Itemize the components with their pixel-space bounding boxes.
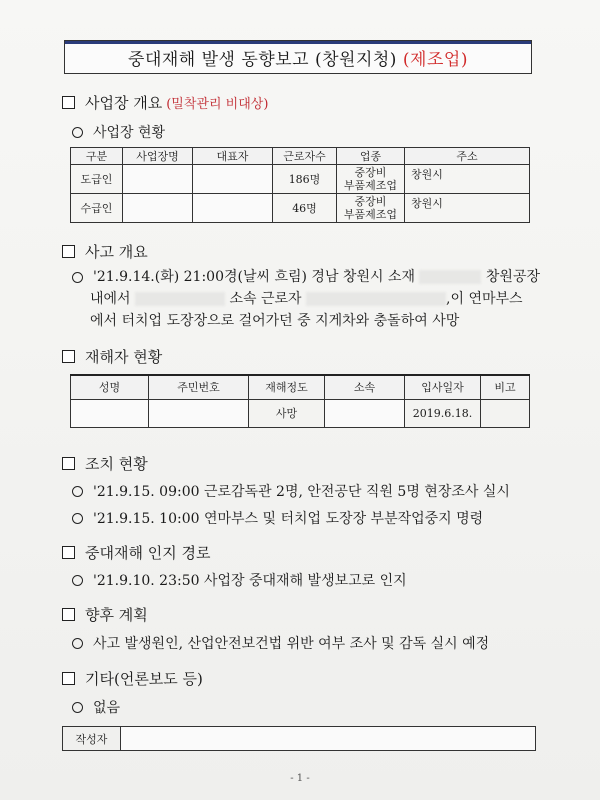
section-heading: 재해자 현황 xyxy=(85,348,163,366)
circle-bullet-icon xyxy=(72,638,83,649)
table-row xyxy=(71,194,530,223)
section-heading: 중대재해 인지 경로 xyxy=(85,544,211,562)
text-segment: 내에서 xyxy=(90,291,131,307)
cell-type: 도급인 xyxy=(71,165,123,194)
col-header: 사업장명 xyxy=(123,148,193,165)
section-others xyxy=(62,668,203,689)
redacted-block xyxy=(306,292,446,306)
victim-table xyxy=(70,374,530,428)
cell-workers: 186명 xyxy=(273,165,337,194)
circle-bullet-icon xyxy=(72,127,83,138)
col-header: 입사일자 xyxy=(405,375,481,399)
table-row xyxy=(63,727,536,751)
circle-bullet-icon xyxy=(72,272,83,283)
cell-redacted xyxy=(193,165,273,194)
col-header: 근로자수 xyxy=(273,148,337,165)
others-item xyxy=(72,697,120,717)
item-text: '21.9.15. 09:00 근로감독관 2명, 안전공단 직원 5명 현장조사 실시 xyxy=(93,484,510,500)
square-bullet-icon xyxy=(62,245,75,258)
cell-redacted xyxy=(325,399,405,427)
report-title xyxy=(64,40,532,74)
item-text: '21.9.10. 23:50 사업장 중대재해 발생보고로 인지 xyxy=(93,573,407,589)
section-future-plan xyxy=(62,604,148,625)
section-accident-overview xyxy=(62,241,148,262)
section-recognition xyxy=(62,542,210,563)
workplace-table xyxy=(70,147,530,223)
table-header-row xyxy=(71,148,530,165)
cell-hire-date: 2019.6.18. xyxy=(405,399,481,427)
para-line xyxy=(72,288,540,310)
cell-redacted xyxy=(71,399,149,427)
square-bullet-icon xyxy=(62,608,75,621)
page-number: - 1 - xyxy=(290,773,310,784)
cell-workers: 46명 xyxy=(273,194,337,223)
circle-bullet-icon xyxy=(72,486,83,497)
square-bullet-icon xyxy=(62,96,75,109)
plan-item xyxy=(72,633,489,653)
item-text: '21.9.15. 10:00 연마부스 및 터치업 도장장 부분작업중지 명령 xyxy=(93,511,484,527)
col-header: 구분 xyxy=(71,148,123,165)
item-text: 없음 xyxy=(93,700,121,716)
section-actions xyxy=(62,453,148,474)
col-header: 비고 xyxy=(481,375,530,399)
industry-line: 중장비 xyxy=(354,195,387,208)
square-bullet-icon xyxy=(62,457,75,470)
redacted-block xyxy=(419,270,481,284)
industry-line: 중장비 xyxy=(354,166,387,179)
text-segment: ,이 연마부스 xyxy=(446,291,523,307)
cell-industry xyxy=(337,194,405,223)
col-header: 업종 xyxy=(337,148,405,165)
redacted-block xyxy=(135,292,225,306)
industry-line: 부품제조업 xyxy=(343,208,398,221)
table-row xyxy=(71,165,530,194)
section-heading: 사업장 개요 xyxy=(85,94,163,112)
col-header: 재해정도 xyxy=(249,375,325,399)
square-bullet-icon xyxy=(62,546,75,559)
author-table xyxy=(62,726,536,751)
accident-description xyxy=(72,266,540,332)
col-header: 주소 xyxy=(405,148,530,165)
col-header: 대표자 xyxy=(193,148,273,165)
col-header: 성명 xyxy=(71,375,149,399)
col-header: 주민번호 xyxy=(149,375,249,399)
col-header: 소속 xyxy=(325,375,405,399)
section-heading: 향후 계획 xyxy=(85,606,148,624)
cell-type: 수급인 xyxy=(71,194,123,223)
text-segment: '21.9.14.(화) 21:00경(날씨 흐림) 경남 창원시 소재 xyxy=(93,269,415,285)
management-note: (밀착관리 비대상) xyxy=(166,97,269,112)
cell-redacted xyxy=(149,399,249,427)
cell-degree: 사망 xyxy=(249,399,325,427)
action-item xyxy=(72,481,510,501)
para-line xyxy=(72,266,540,288)
cell-redacted xyxy=(123,165,193,194)
text-segment: 소속 근로자 xyxy=(229,291,302,307)
circle-bullet-icon xyxy=(72,575,83,586)
industry-line: 부품제조업 xyxy=(343,179,398,192)
square-bullet-icon xyxy=(62,672,75,685)
section-heading: 기타(언론보도 등) xyxy=(85,670,203,688)
table-row xyxy=(71,399,530,427)
section-workplace-overview xyxy=(62,92,268,113)
author-redacted xyxy=(121,727,536,751)
item-text: 사고 발생원인, 산업안전보건법 위반 여부 조사 및 감독 실시 예정 xyxy=(93,636,490,652)
para-line: 에서 터치업 도장장으로 걸어가던 중 지게차와 충돌하여 사망 xyxy=(90,313,460,329)
title-industry: (제조업) xyxy=(402,49,468,70)
text-segment: 창원공장 xyxy=(485,269,541,285)
title-main: 중대재해 발생 동향보고 (창원지청) xyxy=(128,49,397,70)
circle-bullet-icon xyxy=(72,702,83,713)
cell-industry xyxy=(337,165,405,194)
cell-redacted xyxy=(123,194,193,223)
action-item xyxy=(72,508,483,528)
section-heading: 조치 현황 xyxy=(85,455,148,473)
workplace-status-item xyxy=(72,122,165,142)
cell-address: 창원시 xyxy=(405,165,530,194)
cell-redacted xyxy=(193,194,273,223)
table-header-row xyxy=(71,375,530,399)
recognition-item xyxy=(72,570,407,590)
section-victim-status xyxy=(62,346,162,367)
section-heading: 사고 개요 xyxy=(85,243,148,261)
item-text: 사업장 현황 xyxy=(93,125,166,141)
circle-bullet-icon xyxy=(72,513,83,524)
square-bullet-icon xyxy=(62,350,75,363)
author-label: 작성자 xyxy=(63,727,121,751)
cell-remarks xyxy=(481,399,530,427)
cell-address: 창원시 xyxy=(405,194,530,223)
